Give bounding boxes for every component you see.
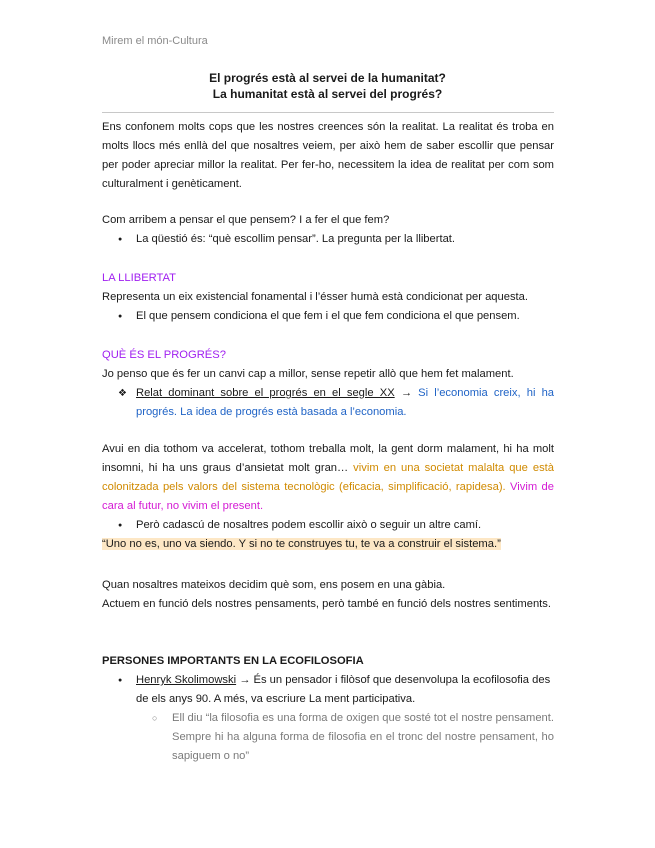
person-quote: Ell diu “la filosofia es una forma de oxigen que sosté tot el nostre pensament. Sempre hi ha alguna forma de filosofia en el tronc del nostre pensament, ho sapiguem o no” — [172, 712, 554, 762]
section-heading-persones: PERSONES IMPORTANTS EN LA ECOFILOSOFIA — [102, 655, 364, 667]
question-text: Com arribem a pensar el que pensem? I a fer el que fem? — [102, 214, 390, 226]
avui-text-3: Vivim de cara al futur, no vivim el present. — [102, 481, 554, 512]
list-item — [102, 671, 554, 709]
bullet-icon: ● — [118, 677, 123, 684]
list-item — [102, 709, 554, 766]
title-line-2: La humanitat està al servei del progrés? — [212, 87, 443, 101]
list-item — [102, 230, 554, 249]
relat-text: Si l’economia creix, hi ha progrés. La idea de progrés està basada a l’economia. — [136, 387, 555, 418]
gabia-line-1: Quan nosaltres mateixos decidim què som, ens posem en una gàbia. — [102, 579, 446, 591]
list-item — [102, 307, 554, 326]
gabia-line-2: Actuem en funció dels nostres pensaments, però també en funció dels nostres sentiments. — [102, 598, 551, 610]
avui-text-1: Avui en dia tothom va accelerat, tothom treballa molt, la gent dorm malament, hi ha molt insomni, hi ha uns graus d’ansietat molt gran… — [102, 443, 554, 474]
arrow-icon: → — [394, 387, 419, 399]
title-line-1: El progrés està al servei de la humanitat? — [209, 71, 446, 85]
gabia-section — [102, 576, 554, 614]
section-heading-llibertat: LA LLIBERTAT — [102, 272, 176, 284]
list-item — [102, 516, 554, 535]
document-header: Mirem el món-Cultura — [102, 35, 208, 47]
question-bullet-text: La qüestió és: “què escollim pensar”. La pregunta per la llibertat. — [136, 233, 456, 245]
quote-paragraph — [102, 535, 554, 554]
persones-section — [102, 652, 554, 766]
avui-paragraph — [102, 440, 554, 516]
section-heading-progres: QUÈ ÉS EL PROGRÉS? — [102, 349, 226, 361]
circle-bullet-icon: ○ — [152, 713, 158, 723]
title-divider — [102, 112, 554, 113]
person-name: Henryk Skolimowski — [136, 674, 237, 686]
progres-text: Jo penso que és fer un canvi cap a millor, sense repetir allò que hem fet malament. — [102, 368, 514, 380]
page-title — [0, 70, 655, 102]
highlighted-quote: “Uno no es, uno va siendo. Y si no te construyes tu, te va a construir el sistema.” — [102, 538, 501, 550]
bullet-icon: ● — [118, 313, 123, 320]
bullet-icon: ● — [118, 522, 123, 529]
person-description: És un pensador i filòsof que desenvolupa la ecofilosofia des de els anys 90. A més, va escriure La ment participativa. — [136, 674, 551, 705]
diamond-bullet-icon: ❖ — [118, 388, 127, 399]
progres-section — [102, 346, 554, 422]
avui-text-2: vivim en una societat malalta que està colonitzada pels valors del sistema tecnològic (eficacia, simplificació, rapidesa). — [102, 462, 554, 493]
avui-section — [102, 440, 554, 554]
relat-label: Relat dominant sobre el progrés en el segle XX — [136, 387, 395, 399]
llibertat-text: Representa un eix existencial fonamental i l’ésser humà està condicionat per aquesta. — [102, 291, 528, 303]
intro-paragraph: Ens confonem molts cops que les nostres creences són la realitat. La realitat és troba en molts llocs més enllà del que nosaltres veiem, per això hem de saber escollir que pensar per poder apreciar millor la realitat. Per fer-ho, necessitem la idea de realitat per com som culturalment i genèticament. — [102, 121, 554, 190]
llibertat-section — [102, 269, 554, 326]
arrow-icon: → — [236, 674, 254, 686]
llibertat-bullet-text: El que pensem condiciona el que fem i el que fem condiciona el que pensem. — [136, 310, 520, 322]
question-section — [102, 211, 554, 249]
bullet-icon: ● — [118, 236, 123, 243]
list-item — [102, 384, 554, 422]
avui-bullet-text: Però cadascú de nosaltres podem escollir això o seguir un altre camí. — [136, 519, 482, 531]
